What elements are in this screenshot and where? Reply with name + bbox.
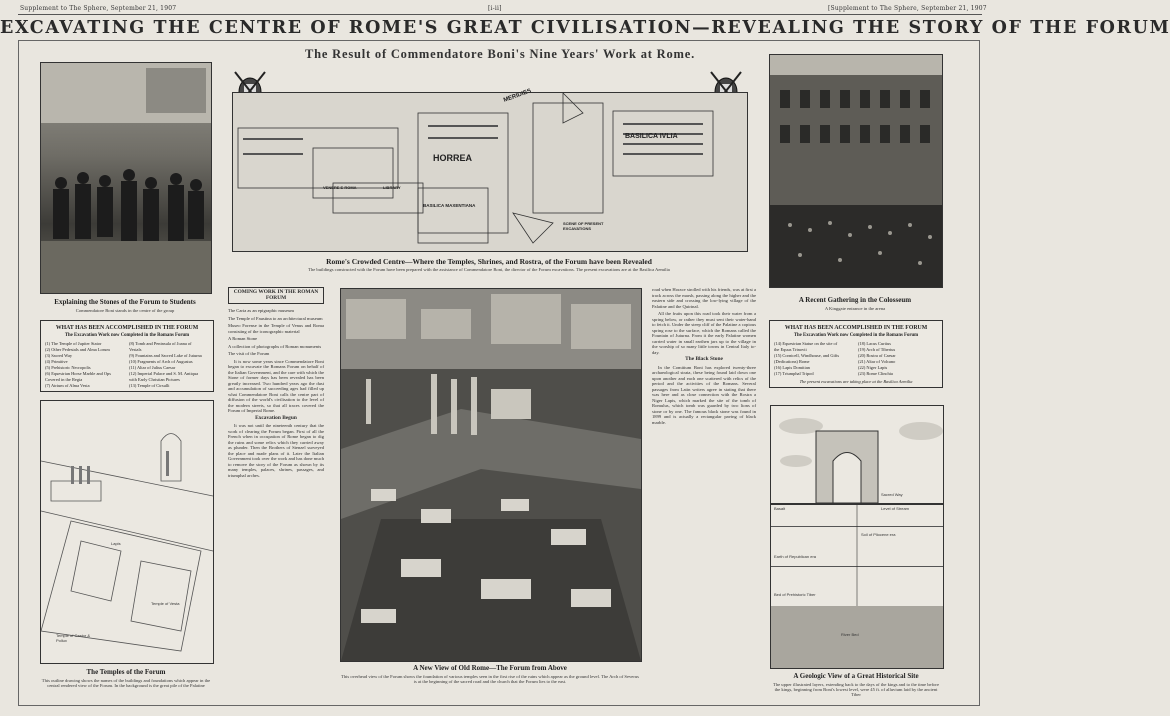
diagram-label: River Bed xyxy=(841,632,859,637)
map-label-meridies: MERIDIES xyxy=(502,88,533,104)
diagram-geologic xyxy=(770,405,944,669)
list-item: (23) Rome Clinchia xyxy=(858,371,893,376)
list-item: (3) Sacred Way xyxy=(45,353,73,358)
list-item: (15) Cornicell, Windhouse, and Gifts xyxy=(774,353,840,358)
list-item: (Dedications) Rome xyxy=(774,359,810,364)
caption-forum-above: A New View of Old Rome—The Forum from Above xyxy=(413,664,567,672)
drawing-temples-forum xyxy=(40,400,214,664)
subcaption-forum-above: This overhead view of the Forum shows the foundation of various temples seen in the first rise of the ruins which appear as the ground level. The Arch of Severus is at the beginning of the sacred road and the church that the Forum lies to the east. xyxy=(341,674,639,684)
running-head-center: [i-ii] xyxy=(488,5,502,12)
list-item: (10) Fragments of Arch of Augustus xyxy=(129,359,193,364)
article-paragraph: It was not until the nineteenth century that the work of clearing the Forum began. First of all the French when in occupation of Rome began to dig the ruins and some relics which they carried away as plunder. Then the Brothers of Stenzel surveyed the place and made plans of it. Later the Italian Government took over the work and has done much to remove the story of the Forum as shown by its many temples, palaces, shrines, passages, and triumphal arches. xyxy=(228,423,324,478)
page-subtitle: The Result of Commendatore Boni's Nine Years' Work at Rome. xyxy=(304,47,695,61)
diagram-label: Bed of Prehistoric Tiber xyxy=(774,592,816,597)
list-item: (14) Equestrian Statue on the site of xyxy=(774,341,838,346)
list-item: (5) Prehistoric Necropolis xyxy=(45,365,91,370)
diagram-label: Soil of Pliocene era xyxy=(861,532,896,537)
article-paragraph: All the fruits upon this road took their water from a spring below, or rather they must sent their water-hand to fetch it. Under the steep cliff of the Palatine a copious spring rose to the surface, which the Romans called the Fountain of Juturna. From it the early Palatine women carried water in small earthen jars up to the village in the worship of so many little towns in Central Italy to-day. xyxy=(652,311,756,355)
accomplished-right-footnote: The present excavations are taking place at the Basilica Aemilia xyxy=(799,379,913,384)
map-label-library: LIBRARY xyxy=(383,185,401,190)
list-item: A collection of photographs of Roman monuments xyxy=(228,343,322,349)
accomplished-left-heading: WHAT HAS BEEN ACCOMPLISHED IN THE FORUM xyxy=(55,325,199,331)
subcaption-map: The buildings constructed with the Forum have been prepared with the assistance of Commendatore Boni, the director of the Forum excavations. The present excavations are at the Basilica Aemilia xyxy=(308,267,670,272)
list-item: the Equus Trinovii xyxy=(774,347,807,352)
list-item: (8) Tomb and Peninsula of Joana of xyxy=(129,341,192,346)
photo-colosseum xyxy=(769,54,943,288)
accomplished-box-right xyxy=(769,320,943,388)
photo-forum-from-above xyxy=(340,288,642,662)
drawing-label: Lapis xyxy=(111,541,121,546)
subcaption-colosseum: A Kinggate entrance in the arena xyxy=(824,306,886,311)
list-item: (12) Imperial Palace and S. M. Antiqua xyxy=(129,371,199,376)
photo-students-forum xyxy=(40,62,212,294)
caption-geologic: A Geologic View of a Great Historical Site xyxy=(793,672,919,680)
diagram-label: Basalt xyxy=(774,506,786,511)
page-title: EXCAVATING THE CENTRE OF ROME'S GREAT CIVILISATION—REVEALING THE STORY OF THE FORUM xyxy=(0,18,1170,38)
list-item: (11) Altar of Julius Caesar xyxy=(129,365,176,370)
top-rule xyxy=(18,14,982,15)
running-head-right: [Supplement to The Sphere, September 21, 1907 xyxy=(828,5,987,12)
running-head-left: Supplement to The Sphere, September 21, 1907 xyxy=(20,5,177,12)
caption-students: Explaining the Stones of the Forum to Students xyxy=(54,298,196,306)
accomplished-left-subheading: The Excavation Work now Completed in the Romans Forum xyxy=(64,333,190,338)
list-item: The Temple of Faustina to an architectural museum xyxy=(228,315,323,321)
accomplished-right-heading: WHAT HAS BEEN ACCOMPLISHED IN THE FORUM xyxy=(784,325,928,331)
list-item: (16) Lapis Domitian xyxy=(774,365,810,370)
list-item: (22) Niger Lapis xyxy=(858,365,888,370)
list-item: (1) The Temple of Jupiter Stator xyxy=(45,341,102,346)
article-paragraph: In the Comitium Boni has explored twenty-three archaeological strata, these being found laid down one upon another and each one scattered with relics of the period and the activities of the Romans. Several passages from Latin writers agree in stating that there was here and as close connection with the Rostra a Niger Lapis, which marked the site of the tomb of Romulus, which tomb was guarded by two lions of stone or by one. The famous black stone was found in 1899 and is actually a rectangular paving of black marble. xyxy=(652,364,756,425)
caption-temples: The Temples of the Forum xyxy=(86,668,166,676)
list-item: (4) Primitive xyxy=(45,359,68,364)
article-paragraph: It is now some years since Commendatore Boni began to excavate the Romans Forum on behalf of the Italian Government, and the care with which the Stone of former days has been revealed has been greatly increased. Two hundred years ago the dust and accumulation of succeeding ages had filled up what Commendatore Boni calls the centre part of diffusion of the world's civilisation to the level of the modern streets, so that all traces covered the Forum of Imperial Rome. xyxy=(228,358,324,413)
coming-work-header: COMING WORK IN THE ROMAN FORUM xyxy=(228,287,324,304)
list-item: (17) Triumphal Tripod xyxy=(774,371,814,376)
map-label-scene: SCENE OF PRESENT EXCAVATIONS xyxy=(563,221,604,231)
diagram-label: Earth of Republican era xyxy=(774,554,817,559)
map-label-basilica-maxentiana: BASILICA MAXENTIANA xyxy=(423,203,476,208)
forum-map xyxy=(232,88,748,252)
map-label-basilica-julia: BASILICA IVLIA xyxy=(625,133,678,140)
list-item: A Roman Stone xyxy=(228,336,258,341)
list-item: (21) Altar of Volcano xyxy=(858,359,896,364)
diagram-label: Level of Stream xyxy=(881,506,910,511)
drawing-label: Temple of Castor & Pollux xyxy=(56,633,91,643)
map-label-horrea: HORREA xyxy=(433,153,473,163)
list-item: (13) Temple of Cirsulli xyxy=(129,383,170,388)
list-item: (18) Lacus Curtius xyxy=(858,341,891,346)
section-heading: Excavation Begun xyxy=(255,414,297,421)
map-label-venere: VENERE E ROMA xyxy=(323,185,357,190)
list-item: (19) Arch of Tiberius xyxy=(858,347,896,352)
caption-colosseum: A Recent Gathering in the Colosseum xyxy=(798,296,912,304)
subcaption-temples: This outline drawing shows the names of the buildings and foundations which appear in the central rendered view of the Forum. In the background is the great pile of the Palatine xyxy=(41,678,211,688)
list-item: (2) Other Pedestals and Alma Lorum xyxy=(45,347,110,352)
list-item: Vestals xyxy=(129,347,142,352)
list-item: (7) Atrium of Alma Vesta xyxy=(45,383,90,388)
list-item: The visit of the Forum xyxy=(228,351,270,356)
accomplished-right-subheading: The Excavation Work now Completed in the Romans Forum xyxy=(793,333,919,338)
article-column-middle xyxy=(228,287,324,707)
caption-map: Rome's Crowded Centre—Where the Temples, Shrines, and Rostra, of the Forum have been Revealed xyxy=(326,257,652,266)
list-intro: The Caria as an epigraphic museum xyxy=(228,308,294,313)
list-item: Museo Forense in the Temple of Venus and Roma consisting of the iconographic material xyxy=(228,323,324,334)
diagram-label: Sacred Way xyxy=(881,492,903,497)
list-item: with Early Christian Pictures xyxy=(129,377,180,382)
accomplished-box-left xyxy=(40,320,214,392)
subcaption-students: Commendatore Boni stands in the centre of the group xyxy=(75,308,175,313)
article-paragraph: road when Horace strolled with his friends, was at first a track across the marsh, passing along the higher and the eastern side and crossing the low-lying village of the Palatine and the Quirinal. xyxy=(652,287,756,309)
list-item: (9) Fountains and Sacred Lake of Juturna xyxy=(129,353,202,358)
list-item: (6) Equestrian Horse Marble and Ops xyxy=(45,371,111,376)
subcaption-geologic: The upper illustrated layers, extending back to the days of the kings and to the time before the kings, beginning from Boni's lowest level, were 45 ft. of alluvium laid by the ancient Tiber xyxy=(773,682,939,697)
article-column-right xyxy=(652,287,756,707)
drawing-label: Temple of Vesta xyxy=(151,601,180,606)
section-heading: The Black Stone xyxy=(685,356,723,362)
list-item: (20) Rostra of Caesar xyxy=(858,353,896,358)
list-item: Covered in the Regia xyxy=(45,377,83,382)
